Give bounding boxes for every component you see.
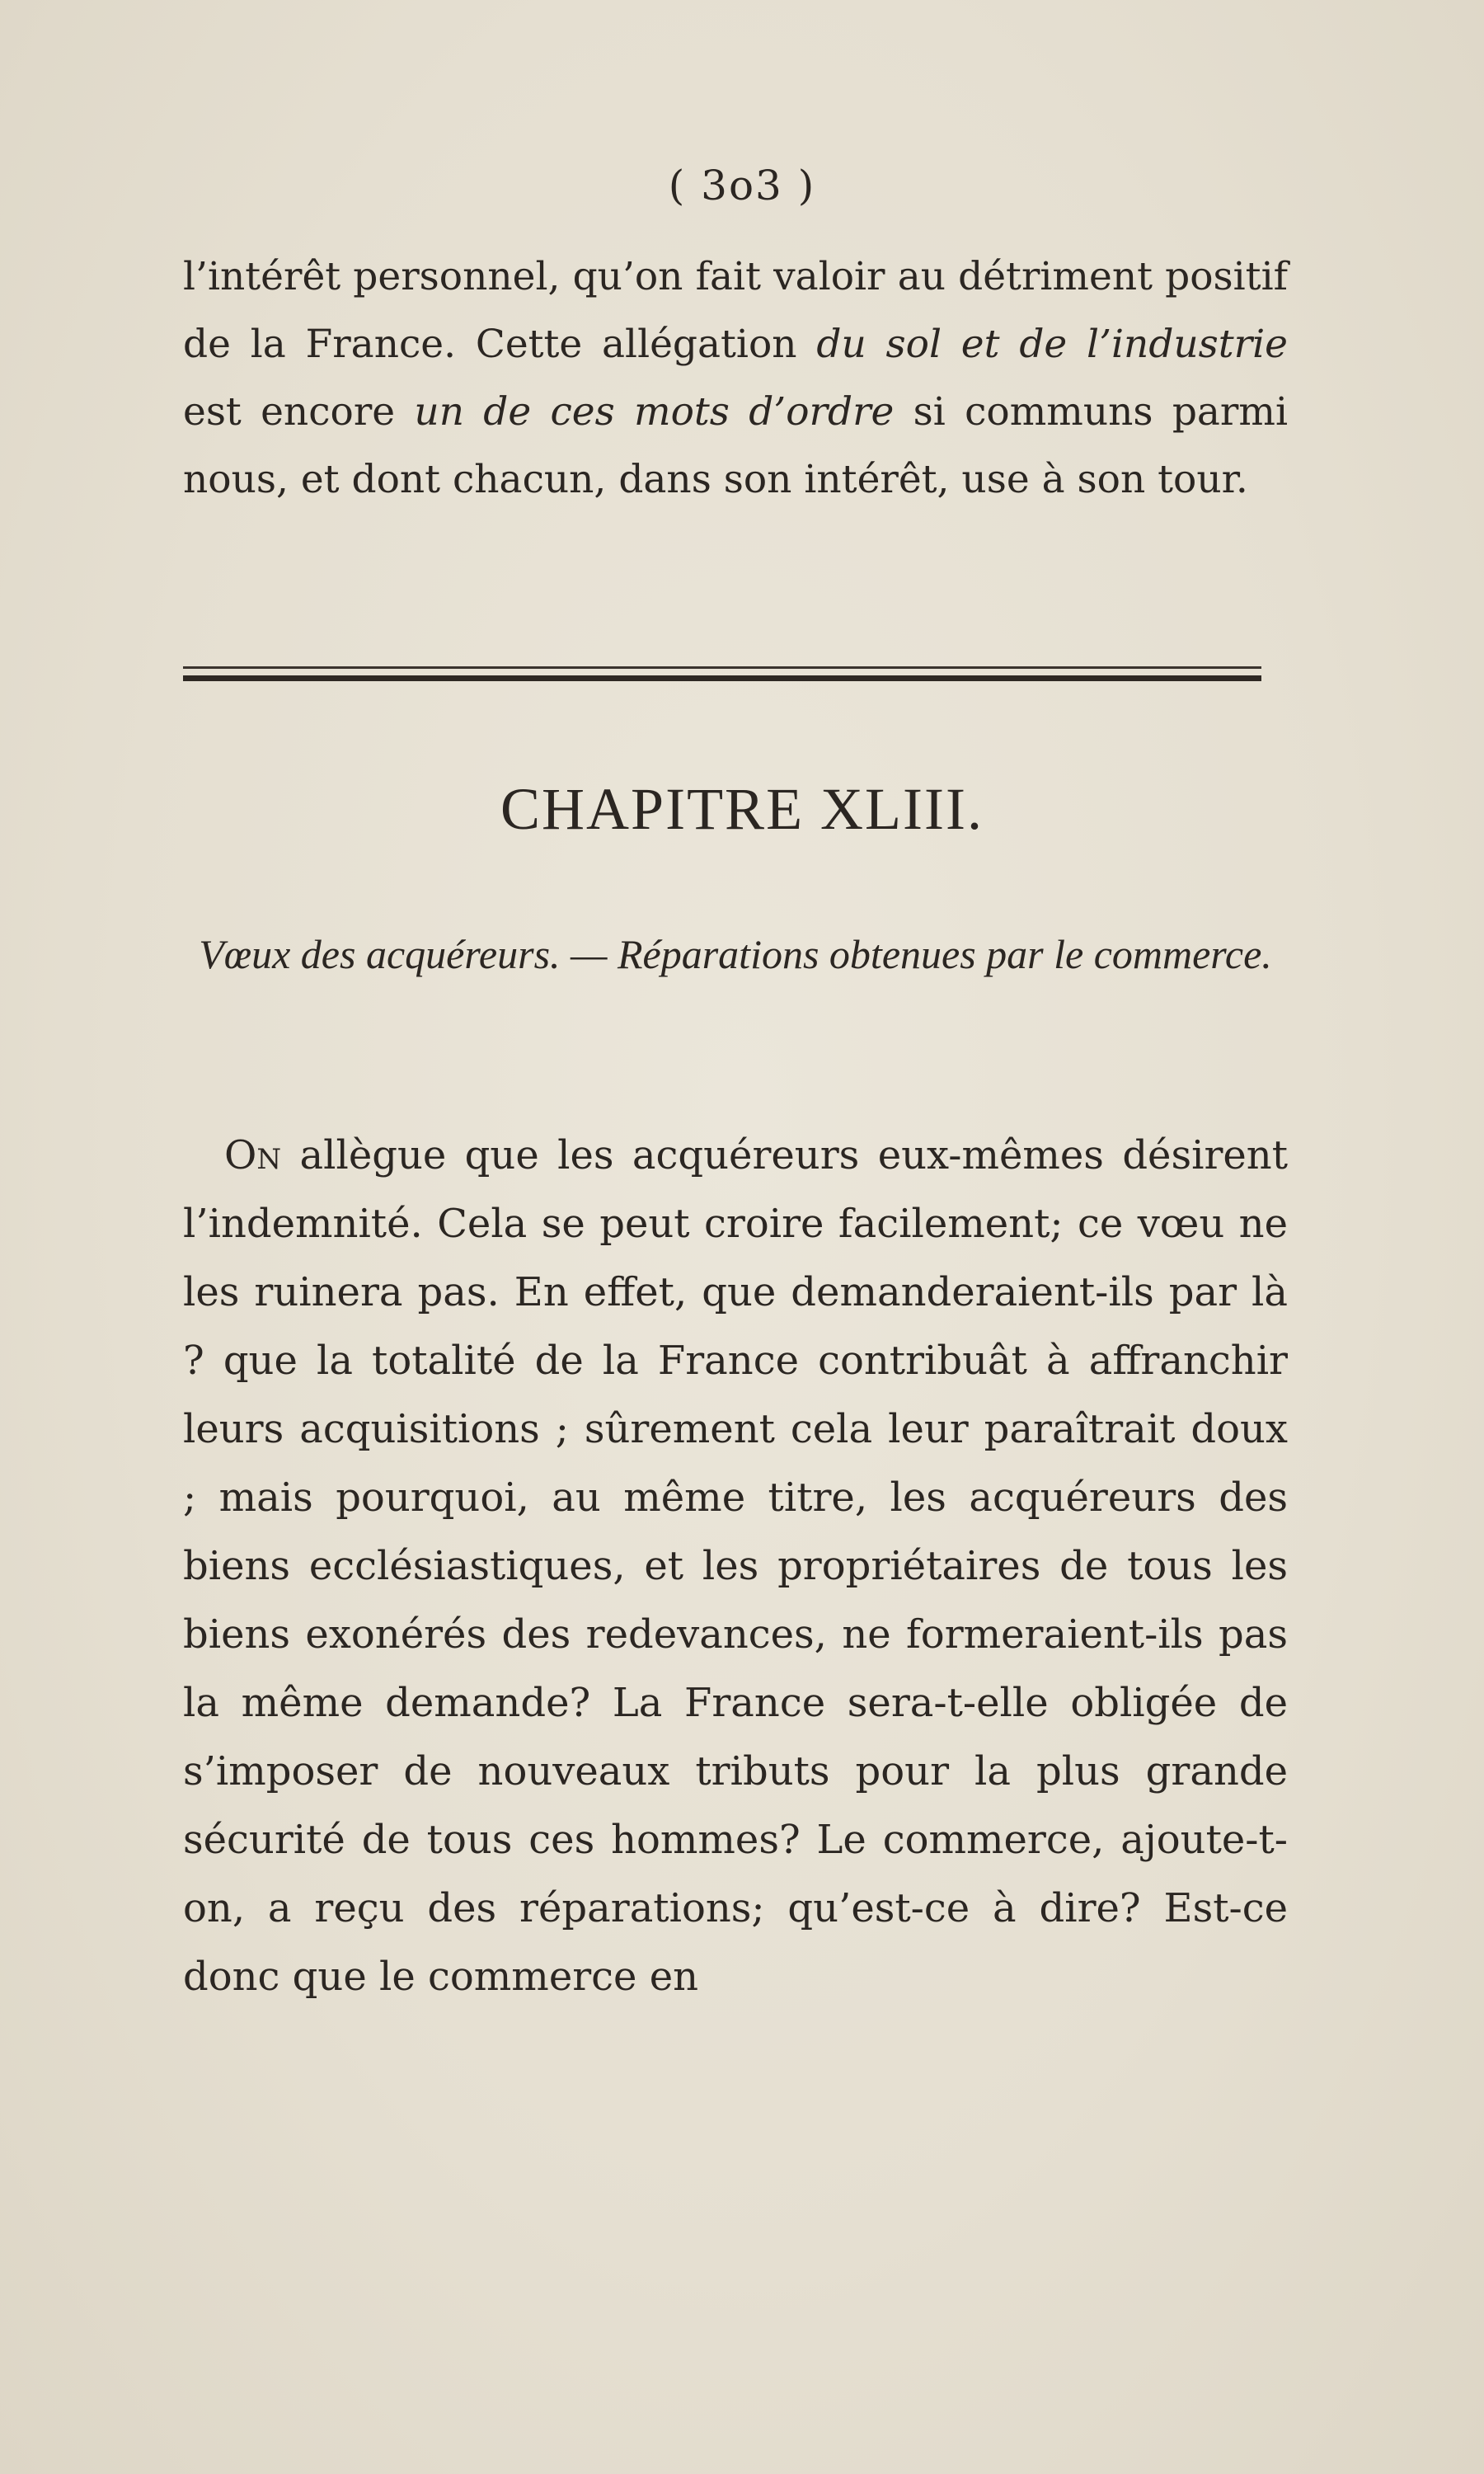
body-paragraph xyxy=(183,1122,1288,2011)
section-divider xyxy=(183,666,1261,681)
intro-text-1: l’intérêt personnel, qu’on fait valoir au détriment positif de la France. Cette allégation xyxy=(183,254,1288,367)
divider-thick-line xyxy=(183,675,1261,681)
intro-italic-1: du sol et de l’industrie xyxy=(816,322,1288,367)
page-number: ( 3o3 ) xyxy=(668,162,816,209)
chapter-title: CHAPITRE XLIII. xyxy=(500,776,984,842)
chapter-subtitle: Vœux des acquéreurs. — Réparations obtenues par le commerce. xyxy=(199,931,1272,977)
intro-paragraph xyxy=(183,243,1288,514)
body-lead-word: On xyxy=(224,1132,282,1178)
intro-italic-2: un de ces mots d’ordre xyxy=(414,389,895,435)
intro-text-2: est encore xyxy=(183,389,415,435)
body-text: allègue que les acquéreurs eux-mêmes désirent l’indemnité. Cela se peut croire facilement; ce vœu ne les ruinera pas. En effet, que demanderaient-ils par là ? que la totalité de la France contribuât à affranchir leurs acquisitions ; sûrement cela leur paraîtrait doux ; mais pourquoi, au même titre, les acquéreurs des biens ecclésiastiques, et les propriétaires de tous les biens exonérés des redevances, ne formeraient-ils pas la même demande? La France sera-t-elle obligée de s’imposer de nouveaux tributs pour la plus grande sécurité de tous ces hommes? Le commerce, ajoute-t-on, a reçu des réparations; qu’est-ce à dire? Est-ce donc que le commerce en xyxy=(183,1132,1288,2000)
intro-text-3: si communs parmi nous, et dont chacun, dans son intérêt, use à son tour. xyxy=(183,389,1289,502)
divider-thin-line xyxy=(183,666,1261,669)
